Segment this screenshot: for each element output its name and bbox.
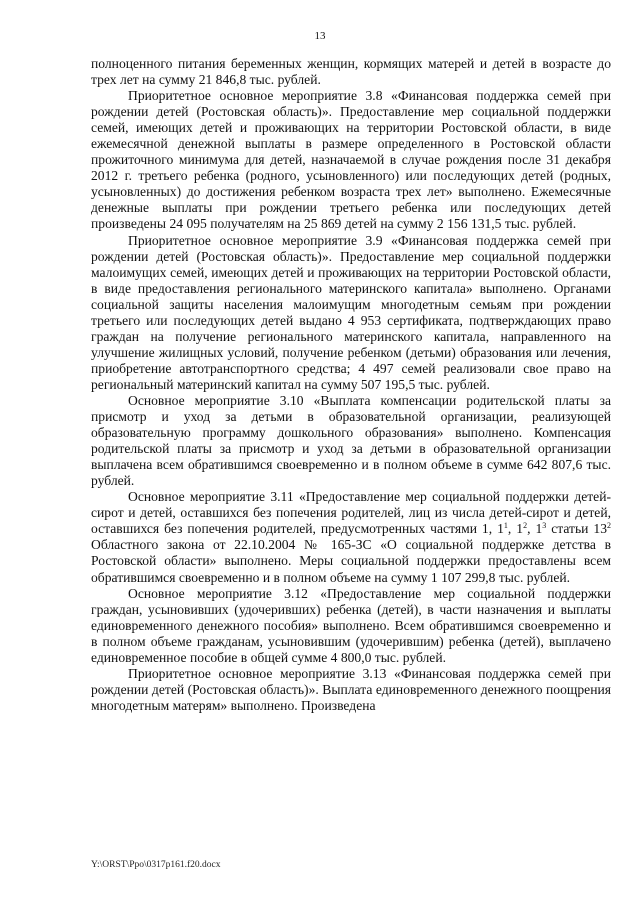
superscript: 3: [542, 521, 547, 531]
document-body: [91, 56, 611, 714]
paragraph-measure-3-9: Приоритетное основное мероприятие 3.9 «Финансовая поддержка семей при рождении детей (Ростовская область)». Предоставление мер социальной поддержки малоимущих семей, имеющих детей и проживающих на территории Ростовской области, в виде предоставления регионального материнского капитала» выполнено. Органами социальной защиты населения малоимущим многодетным семьям при рождении третьего или последующих детей выдано 4 953 сертификата, подтверждающих право граждан на получение регионального материнского капитала, направленного на улучшение жилищных условий, получение ребенком (детьми) образования или лечения, приобретение автотранспортного средства; 4 497 семей реализовали свое право на региональный материнский капитал на сумму 507 195,5 тыс. рублей.: [91, 232, 611, 392]
paragraph-measure-3-12: Основное мероприятие 3.12 «Предоставление мер социальной поддержки граждан, усыновивших (удочеривших) ребенка (детей), в части назначения и выплаты единовременного денежного пособия» выполнено. Всем обратившимся своевременно и в полном объеме гражданам, усыновившим (удочерившим) ребенка (детей), выплачено единовременное пособие в общей сумме 4 800,0 тыс. рублей.: [91, 585, 611, 665]
text-run: Областного закона от 22.10.2004 № 165-ЗС «О социальной поддержке детства в Ростовской области» выполнено. Меры социальной поддержки предоставлены всем обратившимся своевременно и в полном объеме на сумму 1 107 299,8 тыс. рублей.: [91, 537, 611, 585]
superscript: 2: [523, 521, 528, 531]
footer-file-path: Y:\ORST\Ppo\0317p161.f20.docx: [91, 860, 221, 870]
superscript: 1: [503, 521, 508, 531]
paragraph-continuation: полноценного питания беременных женщин, кормящих матерей и детей в возрасте до трех лет на сумму 21 846,8 тыс. рублей.: [91, 56, 611, 88]
text-run: , 1: [507, 521, 524, 537]
paragraph-measure-3-10: Основное мероприятие 3.10 «Выплата компенсации родительской платы за присмотр и уход за детьми в образовательной организации, реализующей образовательную программу дошкольного образования» выполнено. Компенсация родительской платы за присмотр и уход за детьми в образовательной организации выплачена всем обратившимся своевременно и в полном объеме в сумме 642 807,6 тыс. рублей.: [91, 392, 611, 489]
text-run: , 1: [527, 521, 543, 537]
text-run: Основное мероприятие 3.11 «Предоставление мер социальной поддержки детей-сирот и детей, оставшихся без попечения родителей, лиц из числа детей-сирот и детей, оставшихся без попечения родителей, предусмотренных частями 1, 1: [91, 489, 611, 537]
paragraph-measure-3-13: Приоритетное основное мероприятие 3.13 «Финансовая поддержка семей при рождении детей (Ростовская область)». Выплата единовременного денежного поощрения многодетным матерям» выполнено. Произведена: [91, 665, 611, 713]
paragraph-measure-3-11: [91, 489, 611, 585]
page-number: 13: [314, 30, 326, 42]
text-run: статьи 13: [546, 521, 608, 537]
paragraph-measure-3-8: Приоритетное основное мероприятие 3.8 «Финансовая поддержка семей при рождении детей (Ростовская область)». Предоставление мер социальной поддержки семей, имеющих детей и проживающих на территории Ростовской области, в виде ежемесячной денежной выплаты в размере определенного в Ростовской области прожиточного минимума для детей, назначаемой в случае рождения после 31 декабря 2012 г. третьего ребенка (родного, усыновленного) или последующих детей (родных, усыновленных) до достижения ребенком возраста трех лет» выполнено. Ежемесячные денежные выплаты при рождении третьего ребенка или последующих детей произведены 24 095 получателям на 25 869 детей на сумму 2 156 131,5 тыс. рублей.: [91, 88, 611, 232]
superscript: 2: [607, 521, 612, 531]
